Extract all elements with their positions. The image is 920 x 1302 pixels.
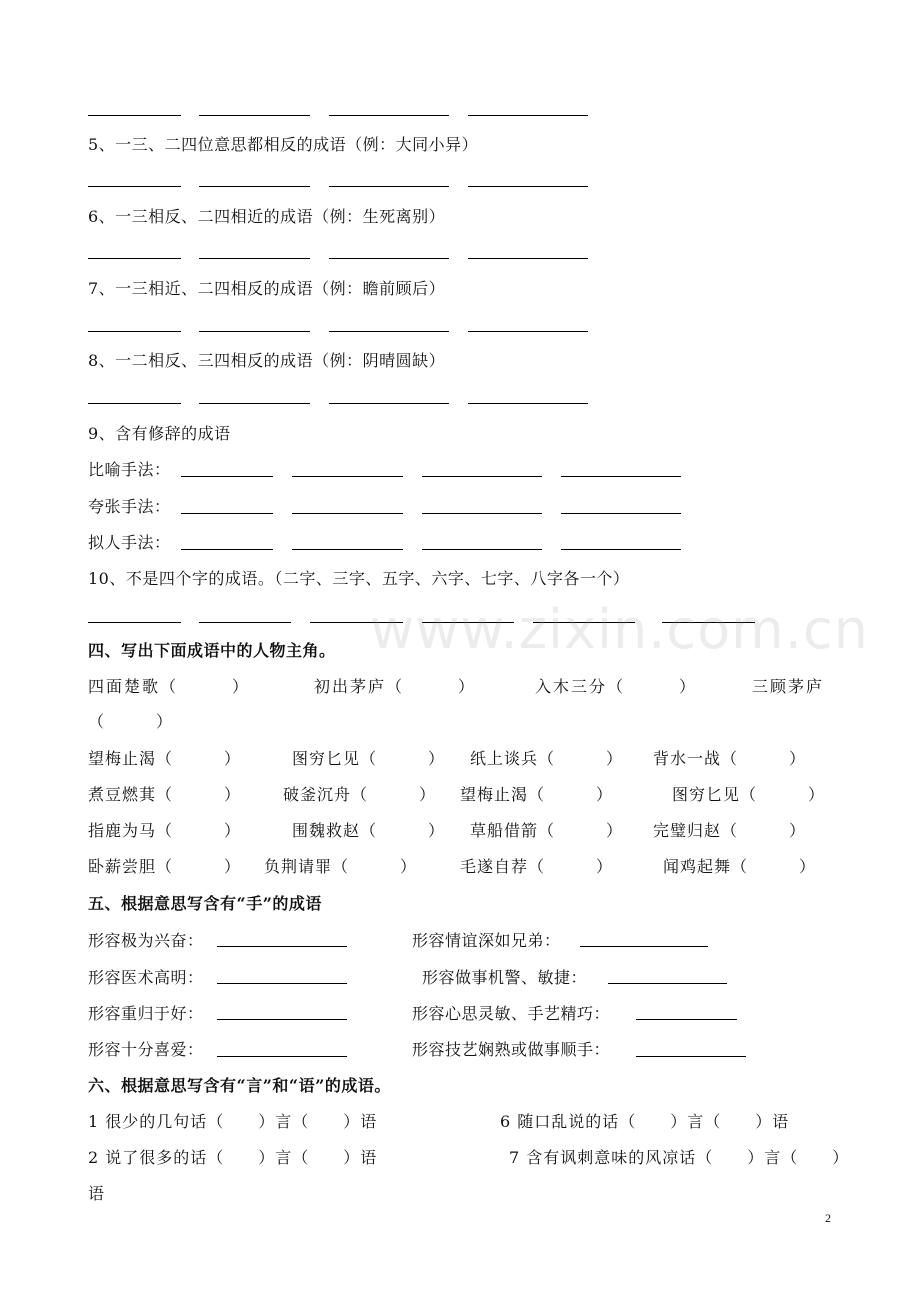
answer-blank[interactable]	[181, 549, 273, 550]
speech-idiom-item: 6 随口乱说的话（ ）言（ ）语	[500, 1112, 790, 1131]
speech-idiom-item: 7 含有讽刺意味的风凉话（ ）言（ ）	[509, 1148, 850, 1167]
answer-blank[interactable]	[199, 258, 310, 259]
question-9: 9、含有修辞的成语	[88, 424, 231, 443]
hand-idiom-prompt: 形容做事机警、敏捷：	[422, 968, 588, 987]
answer-blank[interactable]	[88, 622, 181, 623]
answer-blank[interactable]	[199, 622, 291, 623]
answer-blank[interactable]	[217, 1019, 347, 1020]
answer-blank[interactable]	[199, 403, 310, 404]
idiom-item: 卧薪尝胆（ ）	[88, 857, 242, 876]
idiom-item: 初出茅庐（ ）	[314, 677, 477, 696]
answer-blank[interactable]	[88, 186, 181, 187]
answer-blank[interactable]	[468, 115, 588, 116]
idiom-item: 围魏救赵（ ）	[292, 821, 446, 840]
speech-idiom-item: 2 说了很多的话（ ）言（ ）语	[88, 1148, 378, 1167]
answer-blank[interactable]	[468, 258, 588, 259]
answer-blank[interactable]	[329, 186, 449, 187]
idiom-item: 四面楚歌（ ）	[88, 677, 251, 696]
answer-blank[interactable]	[217, 983, 347, 984]
answer-blank[interactable]	[181, 513, 273, 514]
simile-label: 比喻手法：	[88, 460, 171, 479]
question-10: 10、不是四个字的成语。（二字、三字、五字、六字、七字、八字各一个）	[88, 569, 630, 588]
answer-blank[interactable]	[292, 476, 403, 477]
answer-blank[interactable]	[468, 186, 588, 187]
hyperbole-label: 夸张手法：	[88, 497, 171, 516]
idiom-item: 完璧归赵（ ）	[653, 821, 807, 840]
idiom-item: 入木三分（ ）	[535, 677, 698, 696]
hand-idiom-prompt: 形容心思灵敏、手艺精巧：	[412, 1004, 611, 1023]
answer-blank[interactable]	[199, 331, 310, 332]
speech-idiom-item: 1 很少的几句话（ ）言（ ）语	[88, 1112, 378, 1131]
hand-idiom-prompt: 形容十分喜爱：	[88, 1040, 204, 1059]
idiom-answer-paren[interactable]: （ ）	[88, 712, 174, 731]
hand-idiom-prompt: 形容情谊深如兄弟：	[412, 931, 561, 950]
answer-blank[interactable]	[181, 476, 273, 477]
page-number: 2	[825, 1211, 831, 1225]
answer-blank[interactable]	[199, 186, 310, 187]
answer-blank[interactable]	[561, 476, 681, 477]
idiom-item: 破釜沉舟（ ）	[283, 785, 437, 804]
question-5: 5、一三、二四位意思都相反的成语（例：大同小异）	[88, 135, 479, 154]
answer-blank[interactable]	[468, 331, 588, 332]
idiom-item: 图穷匕见（ ）	[672, 785, 826, 804]
idiom-item: 望梅止渴（ ）	[88, 749, 242, 768]
idiom-item: 望梅止渴（ ）	[460, 785, 614, 804]
idiom-item: 纸上谈兵（ ）	[470, 749, 624, 768]
answer-blank[interactable]	[199, 115, 310, 116]
answer-blank[interactable]	[329, 258, 449, 259]
watermark: www.zixin.com.cn	[370, 598, 869, 661]
answer-blank[interactable]	[329, 115, 449, 116]
answer-blank[interactable]	[561, 513, 681, 514]
speech-idiom-item-continued: 语	[88, 1184, 106, 1203]
answer-blank[interactable]	[608, 983, 727, 984]
answer-blank[interactable]	[292, 513, 403, 514]
idiom-item: 毛遂自荐（ ）	[460, 857, 614, 876]
answer-blank[interactable]	[88, 403, 181, 404]
hand-idiom-prompt: 形容技艺娴熟或做事顺手：	[412, 1040, 611, 1059]
answer-blank[interactable]	[636, 1019, 737, 1020]
section-4-title: 四、写出下面成语中的人物主角。	[88, 641, 336, 660]
answer-blank[interactable]	[468, 403, 588, 404]
idiom-item: 草船借箭（ ）	[470, 821, 624, 840]
answer-blank[interactable]	[88, 331, 181, 332]
hand-idiom-prompt: 形容重归于好：	[88, 1004, 204, 1023]
answer-blank[interactable]	[88, 115, 181, 116]
question-7: 7、一三相近、二四相反的成语（例：瞻前顾后）	[88, 279, 446, 298]
answer-blank[interactable]	[329, 331, 449, 332]
idiom-item: 负荆请罪（ ）	[264, 857, 418, 876]
answer-blank[interactable]	[422, 476, 542, 477]
answer-blank[interactable]	[292, 549, 403, 550]
idiom-item: 煮豆燃萁（ ）	[88, 785, 242, 804]
answer-blank[interactable]	[636, 1056, 746, 1057]
answer-blank[interactable]	[580, 946, 708, 947]
personification-label: 拟人手法：	[88, 533, 171, 552]
question-8: 8、一二相反、三四相反的成语（例：阴晴圆缺）	[88, 351, 446, 370]
hand-idiom-prompt: 形容极为兴奋：	[88, 931, 204, 950]
answer-blank[interactable]	[329, 403, 449, 404]
idiom-item: 闻鸡起舞（ ）	[663, 857, 817, 876]
section-5-title: 五、根据意思写含有“手”的成语	[88, 894, 322, 913]
idiom-item: 指鹿为马（ ）	[88, 821, 242, 840]
answer-blank[interactable]	[422, 549, 542, 550]
answer-blank[interactable]	[561, 549, 681, 550]
answer-blank[interactable]	[88, 258, 181, 259]
section-6-title: 六、根据意思写含有“言”和“语”的成语。	[88, 1076, 391, 1095]
answer-blank[interactable]	[217, 1056, 347, 1057]
idiom-item: 图穷匕见（ ）	[292, 749, 446, 768]
question-6: 6、一三相反、二四相近的成语（例：生死离别）	[88, 207, 446, 226]
idiom-item: 三顾茅庐	[752, 677, 825, 696]
answer-blank[interactable]	[217, 946, 347, 947]
idiom-item: 背水一战（ ）	[653, 749, 807, 768]
hand-idiom-prompt: 形容医术高明：	[88, 968, 204, 987]
answer-blank[interactable]	[422, 513, 542, 514]
